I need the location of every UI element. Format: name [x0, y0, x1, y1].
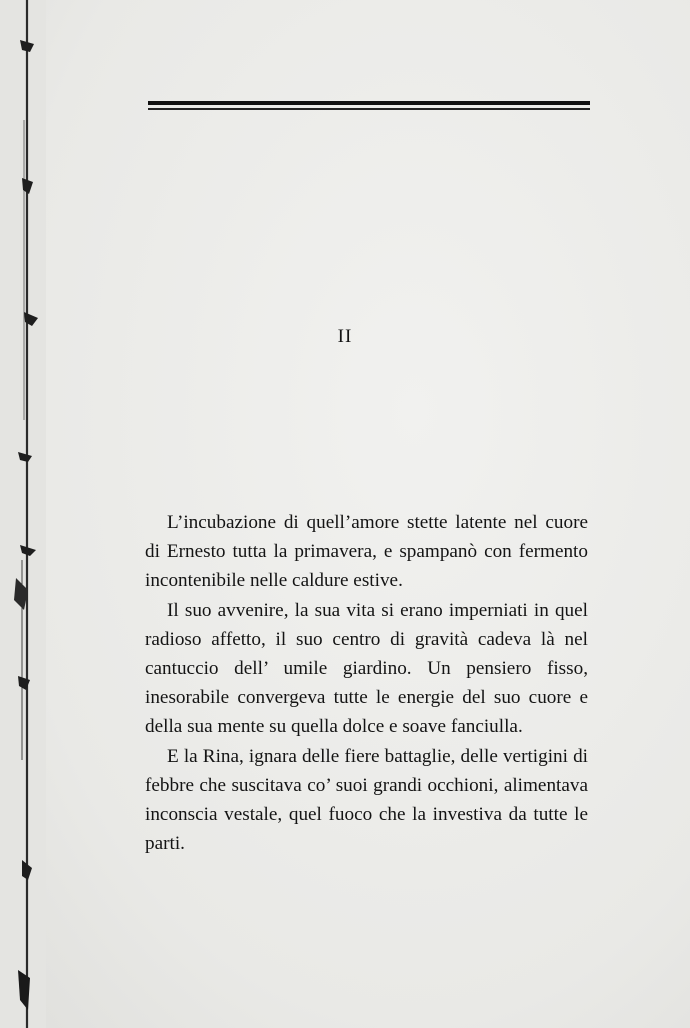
paragraph: L’incubazione di quell’amore stette latente nel cuore di Ernesto tutta la primavera, e spampanò con fermento incontenibile nelle caldure estive.: [145, 512, 588, 592]
header-rule-thick: [148, 101, 590, 105]
paragraph: Il suo avvenire, la sua vita si erano imperniati in quel radioso affetto, il suo centro di gravità cadeva là nel cantuccio dell’ umile giardino. Un pensiero fisso, inesorabile convergeva tutte le energie del suo cuore e della sua mente su quella dolce e soave fanciulla.: [145, 599, 588, 738]
header-rule-thin: [148, 108, 590, 110]
chapter-text: [145, 508, 588, 858]
paragraph: E la Rina, ignara delle fiere battaglie, delle vertigini di febbre che suscitava co’ suoi grandi occhioni, alimentava inconscia vestale, quel fuoco che la investiva da tutte le parti.: [145, 745, 588, 855]
chapter-number: II: [337, 326, 353, 347]
binding-edge: [0, 0, 46, 1028]
